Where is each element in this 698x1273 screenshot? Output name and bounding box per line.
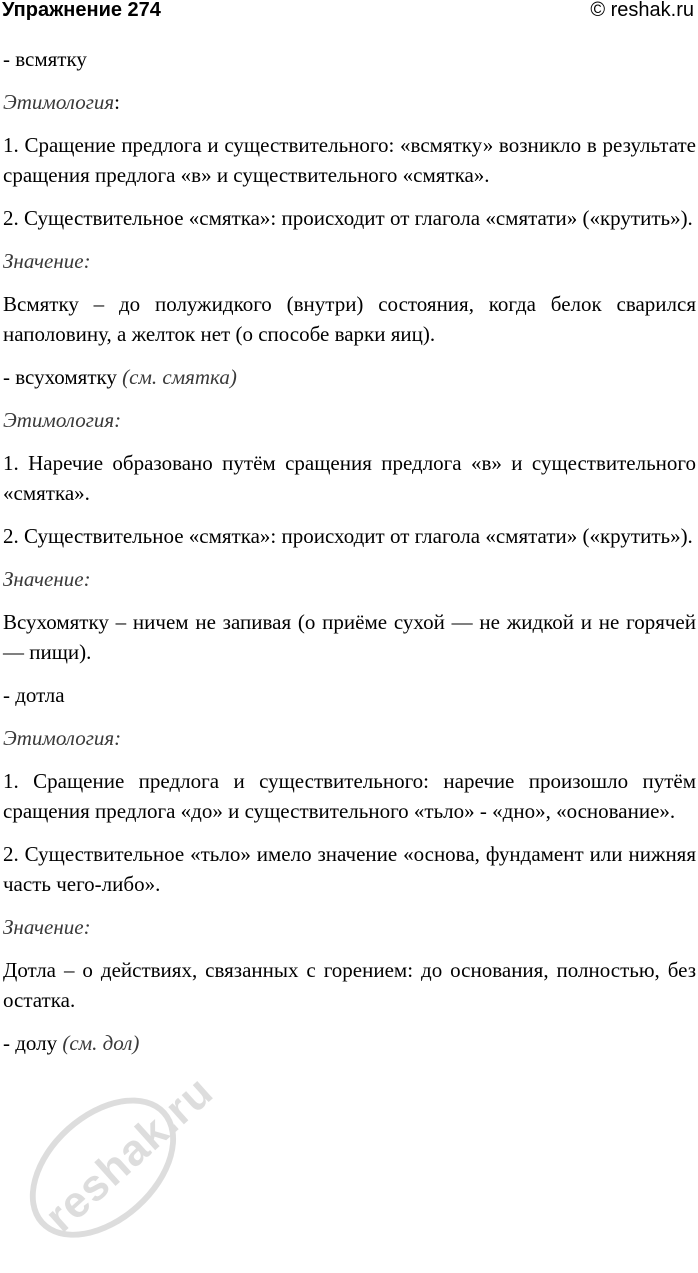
meaning-paragraph: Дотла – о действиях, связанных с горением: до основания, полностью, без остатка. [3, 958, 696, 1012]
etymology-paragraph: 1. Сращение предлога и существительного: наречие произошло путём сращения предлога «до» и существительного «тьло» - «дно», «основание». [3, 769, 696, 823]
meaning-heading: Значение: [3, 567, 91, 591]
entry-word: - долу [3, 1031, 58, 1055]
etymology-paragraph: 2. Существительное «смятка»: происходит от глагола «смятати» («крутить»). [3, 206, 693, 230]
meaning-heading: Значение: [3, 915, 91, 939]
etymology-paragraph: 1. Сращение предлога и существительного: «всмятку» возникло в результате сращения предлога «в» и существительного «смятка». [3, 133, 696, 187]
copyright-label: © reshak.ru [590, 0, 694, 21]
watermark-text: reshak.ru [35, 1066, 223, 1242]
etymology-heading [3, 87, 696, 117]
cross-reference: (см. смятка) [122, 365, 237, 389]
meaning-paragraph: Всухомятку – ничем не запивая (о приёме сухой — не жидкой и не горячей — пищи). [3, 610, 696, 664]
document-body [3, 44, 696, 1071]
etymology-paragraph: 2. Существительное «тьло» имело значение «основа, фундамент или нижняя часть чего-либо». [3, 842, 696, 896]
etymology-label: Этимология [3, 90, 115, 114]
watermark-ring [3, 1070, 203, 1265]
cross-reference: (см. дол) [62, 1031, 140, 1055]
entry-word-line [3, 1028, 696, 1058]
exercise-title: Упражнение 274 [2, 0, 161, 21]
entry-word-line [3, 362, 696, 392]
etymology-paragraph: 1. Наречие образовано путём сращения предлога «в» и существительного «смятка». [3, 451, 696, 505]
meaning-heading: Значение: [3, 249, 91, 273]
etymology-paragraph: 2. Существительное «смятка»: происходит от глагола «смятати» («крутить»). [3, 524, 693, 548]
etymology-label-colon: : [114, 90, 121, 114]
entry-word: - всмятку [3, 47, 87, 71]
watermark-logo [3, 1063, 223, 1273]
etymology-heading: Этимология: [3, 726, 122, 750]
page-header [0, 0, 698, 24]
entry-word: - всухомятку [3, 365, 117, 389]
meaning-paragraph: Всмятку – до полужидкого (внутри) состояния, когда белок сварился наполовину, а желток нет (о способе варки яиц). [3, 292, 696, 346]
entry-word: - дотла [3, 683, 65, 707]
etymology-heading: Этимология: [3, 408, 122, 432]
